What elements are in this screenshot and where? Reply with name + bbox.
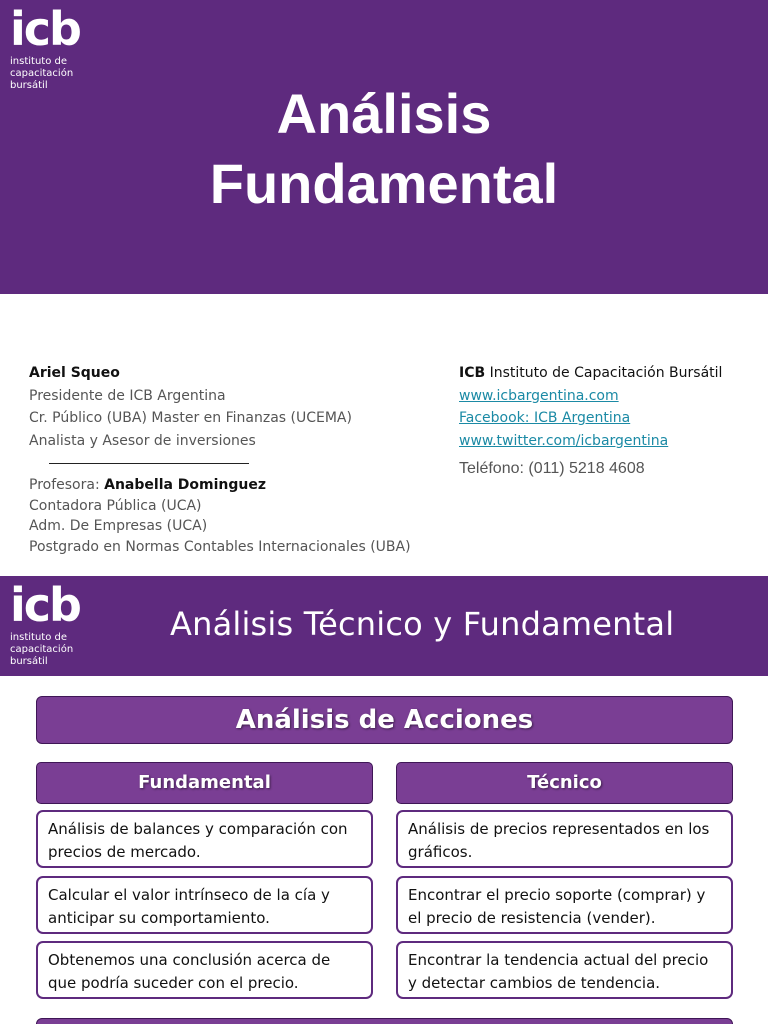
logo-sub-line: instituto de — [10, 632, 68, 643]
technical-card: Análisis de precios representados en los gráficos. — [396, 810, 733, 868]
contact-info — [459, 362, 722, 481]
institute-fullname: Instituto de Capacitación Bursátil — [485, 365, 723, 381]
technical-card: Encontrar el precio soporte (comprar) y el precio de resistencia (vender). — [396, 876, 733, 934]
fundamental-card: Análisis de balances y comparación con precios de mercado. — [36, 810, 373, 868]
presenter-name: Ariel Squeo — [29, 365, 120, 381]
professor-info — [29, 475, 411, 557]
logo-mark: icb — [10, 578, 80, 632]
slide-title-line-1: Análisis — [276, 82, 492, 145]
logo-subtitle — [10, 632, 80, 668]
professor-detail: Contadora Pública (UCA) — [29, 497, 202, 514]
bottom-box-partial — [36, 1018, 733, 1024]
logo-sub-line: instituto de — [10, 56, 68, 67]
content-slide-header — [0, 576, 768, 676]
fundamental-card: Obtenemos una conclusión acerca de que podría suceder con el precio. — [36, 941, 373, 999]
logo-sub-line: bursátil — [10, 656, 48, 667]
slide-title-line-2: Fundamental — [209, 152, 559, 215]
logo-sub-line: bursátil — [10, 80, 48, 91]
phone-number: Teléfono: (011) 5218 4608 — [459, 460, 645, 477]
presenter-detail: Presidente de ICB Argentina — [29, 387, 226, 404]
professor-detail: Adm. De Empresas (UCA) — [29, 518, 208, 534]
stock-analysis-heading: Análisis de Acciones — [36, 696, 733, 744]
presenter-info — [29, 362, 352, 452]
fundamental-card: Calcular el valor intrínseco de la cía y anticipar su comportamiento. — [36, 876, 373, 934]
facebook-link[interactable]: Facebook: ICB Argentina — [459, 410, 631, 426]
professor-line — [29, 475, 411, 496]
twitter-link[interactable]: www.twitter.com/icbargentina — [459, 432, 669, 449]
logo-mark: icb — [10, 2, 80, 56]
professor-name: Anabella Dominguez — [104, 477, 267, 493]
institute-abbrev: ICB — [459, 365, 486, 381]
presenter-detail: Cr. Público (UBA) Master en Finanzas (UCEMA) — [29, 410, 352, 426]
technical-heading: Técnico — [396, 762, 733, 804]
icb-logo — [10, 578, 80, 668]
presenter-detail: Analista y Asesor de inversiones — [29, 432, 256, 449]
slide-title: Análisis Técnico y Fundamental — [170, 605, 675, 643]
professor-detail: Postgrado en Normas Contables Internacionales (UBA) — [29, 538, 411, 555]
fundamental-heading: Fundamental — [36, 762, 373, 804]
website-link[interactable]: www.icbargentina.com — [459, 387, 619, 404]
logo-sub-line: capacitación — [10, 644, 74, 655]
professor-label: Profesora: — [29, 477, 105, 493]
title-slide-header — [0, 0, 768, 294]
divider-line — [49, 463, 249, 464]
logo-sub-line: capacitación — [10, 68, 74, 79]
institute-name — [459, 362, 722, 385]
technical-card: Encontrar la tendencia actual del precio y detectar cambios de tendencia. — [396, 941, 733, 999]
